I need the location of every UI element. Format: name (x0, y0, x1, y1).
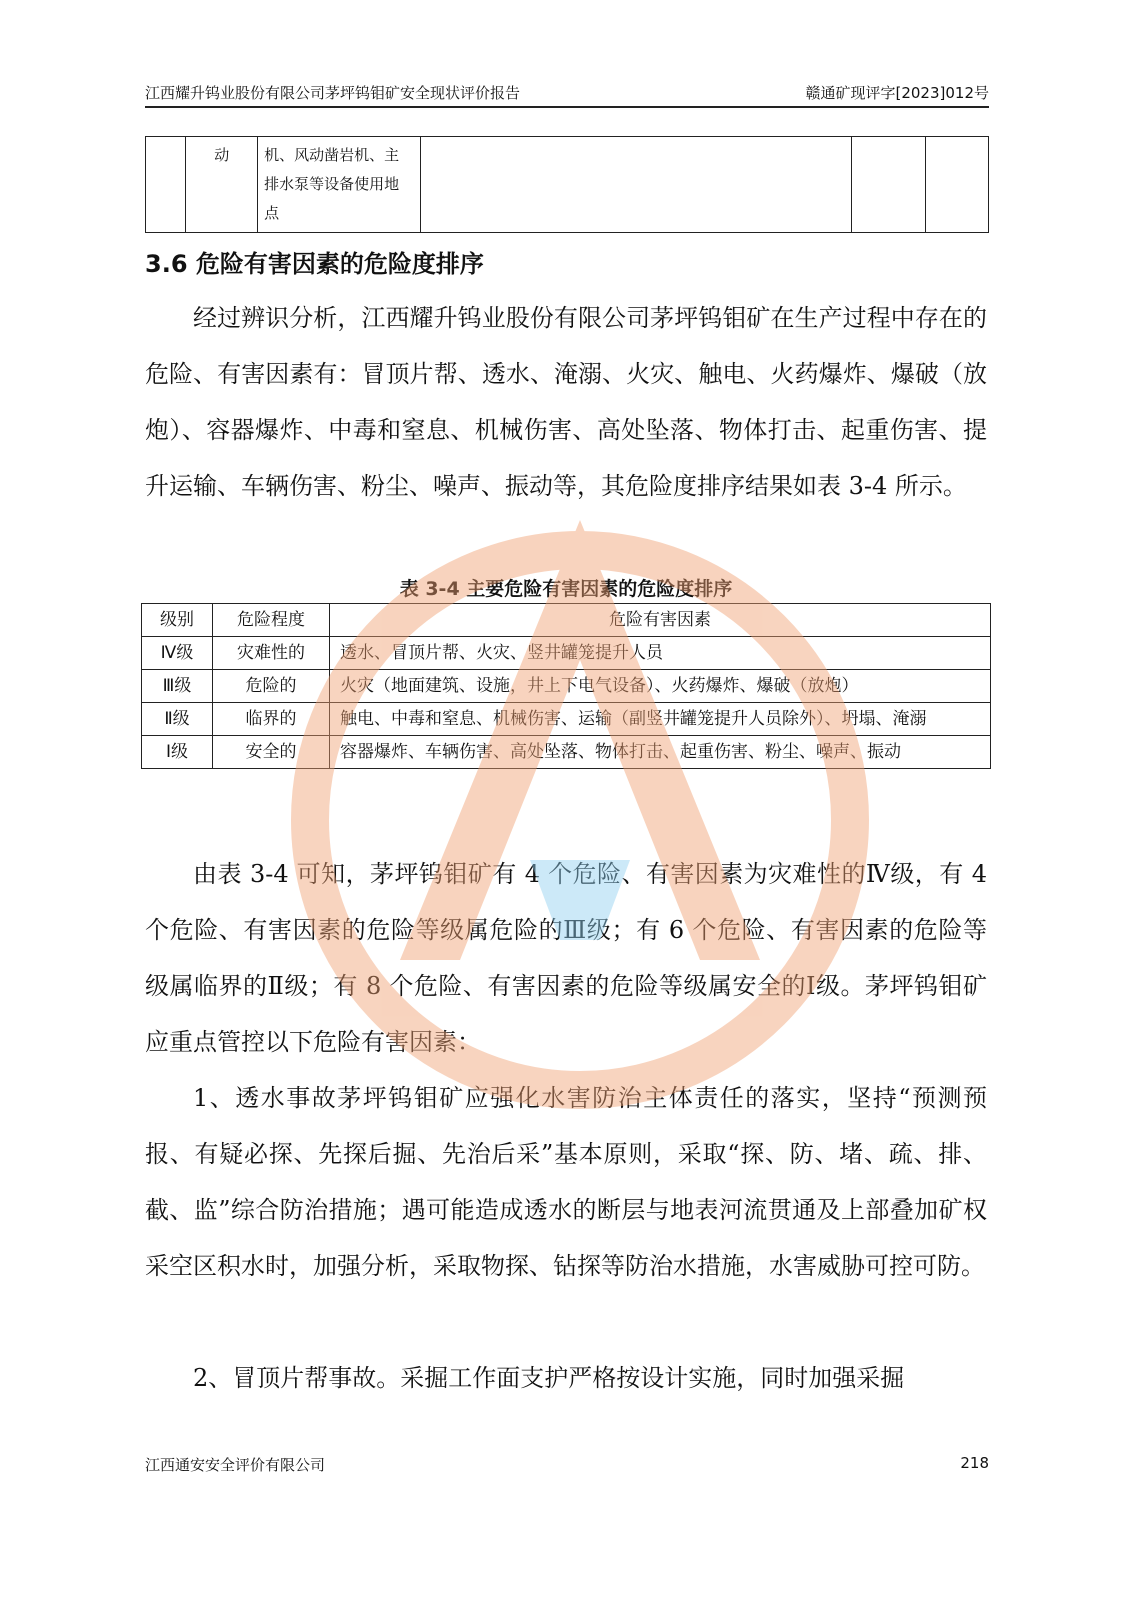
factors-cell: 火灾（地面建筑、设施，井上下电气设备）、火药爆炸、爆破（放炮） (330, 670, 991, 703)
factors-cell: 容器爆炸、车辆伤害、高处坠落、物体打击、起重伤害、粉尘、噪声、振动 (330, 736, 991, 769)
severity-cell: 临界的 (213, 703, 330, 736)
table-row (146, 137, 989, 233)
paragraph: 2、冒顶片帮事故。采掘工作面支护严格按设计实施，同时加强采掘 (193, 1364, 905, 1392)
table-cell (851, 137, 925, 233)
footer-company: 江西通安安全评价有限公司 (145, 1456, 326, 1474)
factors-cell: 触电、中毒和窒息、机械伤害、运输（副竖井罐笼提升人员除外）、坍塌、淹溺 (330, 703, 991, 736)
table-row (142, 703, 991, 736)
level-cell: Ⅲ级 (142, 670, 213, 703)
level-cell: Ⅰ级 (142, 736, 213, 769)
risk-table (141, 603, 991, 769)
table-row (142, 637, 991, 670)
factors-cell: 透水、冒顶片帮、火灾、竖井罐笼提升人员 (330, 637, 991, 670)
severity-cell: 安全的 (213, 736, 330, 769)
severity-cell: 灾难性的 (213, 637, 330, 670)
severity-cell: 危险的 (213, 670, 330, 703)
header-title: 江西耀升钨业股份有限公司茅坪钨钼矿安全现状评价报告 (145, 84, 521, 102)
section-title: 3.6 危险有害因素的危险度排序 (145, 250, 484, 278)
table-header-cell: 级别 (142, 604, 213, 637)
paragraph: 1、透水事故茅坪钨钼矿应强化水害防治主体责任的落实，坚持“预测预报、有疑必探、先探后掘、先治后采”基本原则，采取“探、防、堵、疏、排、截、监”综合防治措施；遇可能造成透水的断层与地表河流贯通及上部叠加矿权采空区积水时，加强分析，采取物探、钻探等防治水措施，水害威胁可控可防。 (145, 1084, 987, 1280)
table-header-row (142, 604, 991, 637)
continuation-table (145, 136, 989, 233)
table-cell: 动 (186, 137, 258, 233)
table-cell (925, 137, 988, 233)
table-cell (421, 137, 852, 233)
table-cell (146, 137, 186, 233)
header-report-number: 赣通矿现评字[2023]012号 (805, 84, 989, 102)
page-header (145, 80, 989, 108)
table-row (142, 670, 991, 703)
table-cell: 机、风动凿岩机、主排水泵等设备使用地点 (258, 137, 421, 233)
table-row (142, 736, 991, 769)
table-header-cell: 危险有害因素 (330, 604, 991, 637)
paragraph: 经过辨识分析，江西耀升钨业股份有限公司茅坪钨钼矿在生产过程中存在的危险、有害因素有：冒顶片帮、透水、淹溺、火灾、触电、火药爆炸、爆破（放炮）、容器爆炸、中毒和窒息、机械伤害、高处坠落、物体打击、起重伤害、提升运输、车辆伤害、粉尘、噪声、振动等，其危险度排序结果如表 3-4 所示。 (145, 304, 987, 500)
level-cell: Ⅳ级 (142, 637, 213, 670)
table-header-cell: 危险程度 (213, 604, 330, 637)
page-number: 218 (960, 1454, 989, 1472)
table-caption: 表 3-4 主要危险有害因素的危险度排序 (399, 578, 733, 600)
level-cell: Ⅱ级 (142, 703, 213, 736)
paragraph: 由表 3-4 可知，茅坪钨钼矿有 4 个危险、有害因素为灾难性的Ⅳ级，有 4 个危险、有害因素的危险等级属危险的Ⅲ级；有 6 个危险、有害因素的危险等级属临界的Ⅱ级；有 8 个危险、有害因素的危险等级属安全的Ⅰ级。茅坪钨钼矿应重点管控以下危险有害因素： (145, 860, 987, 1056)
